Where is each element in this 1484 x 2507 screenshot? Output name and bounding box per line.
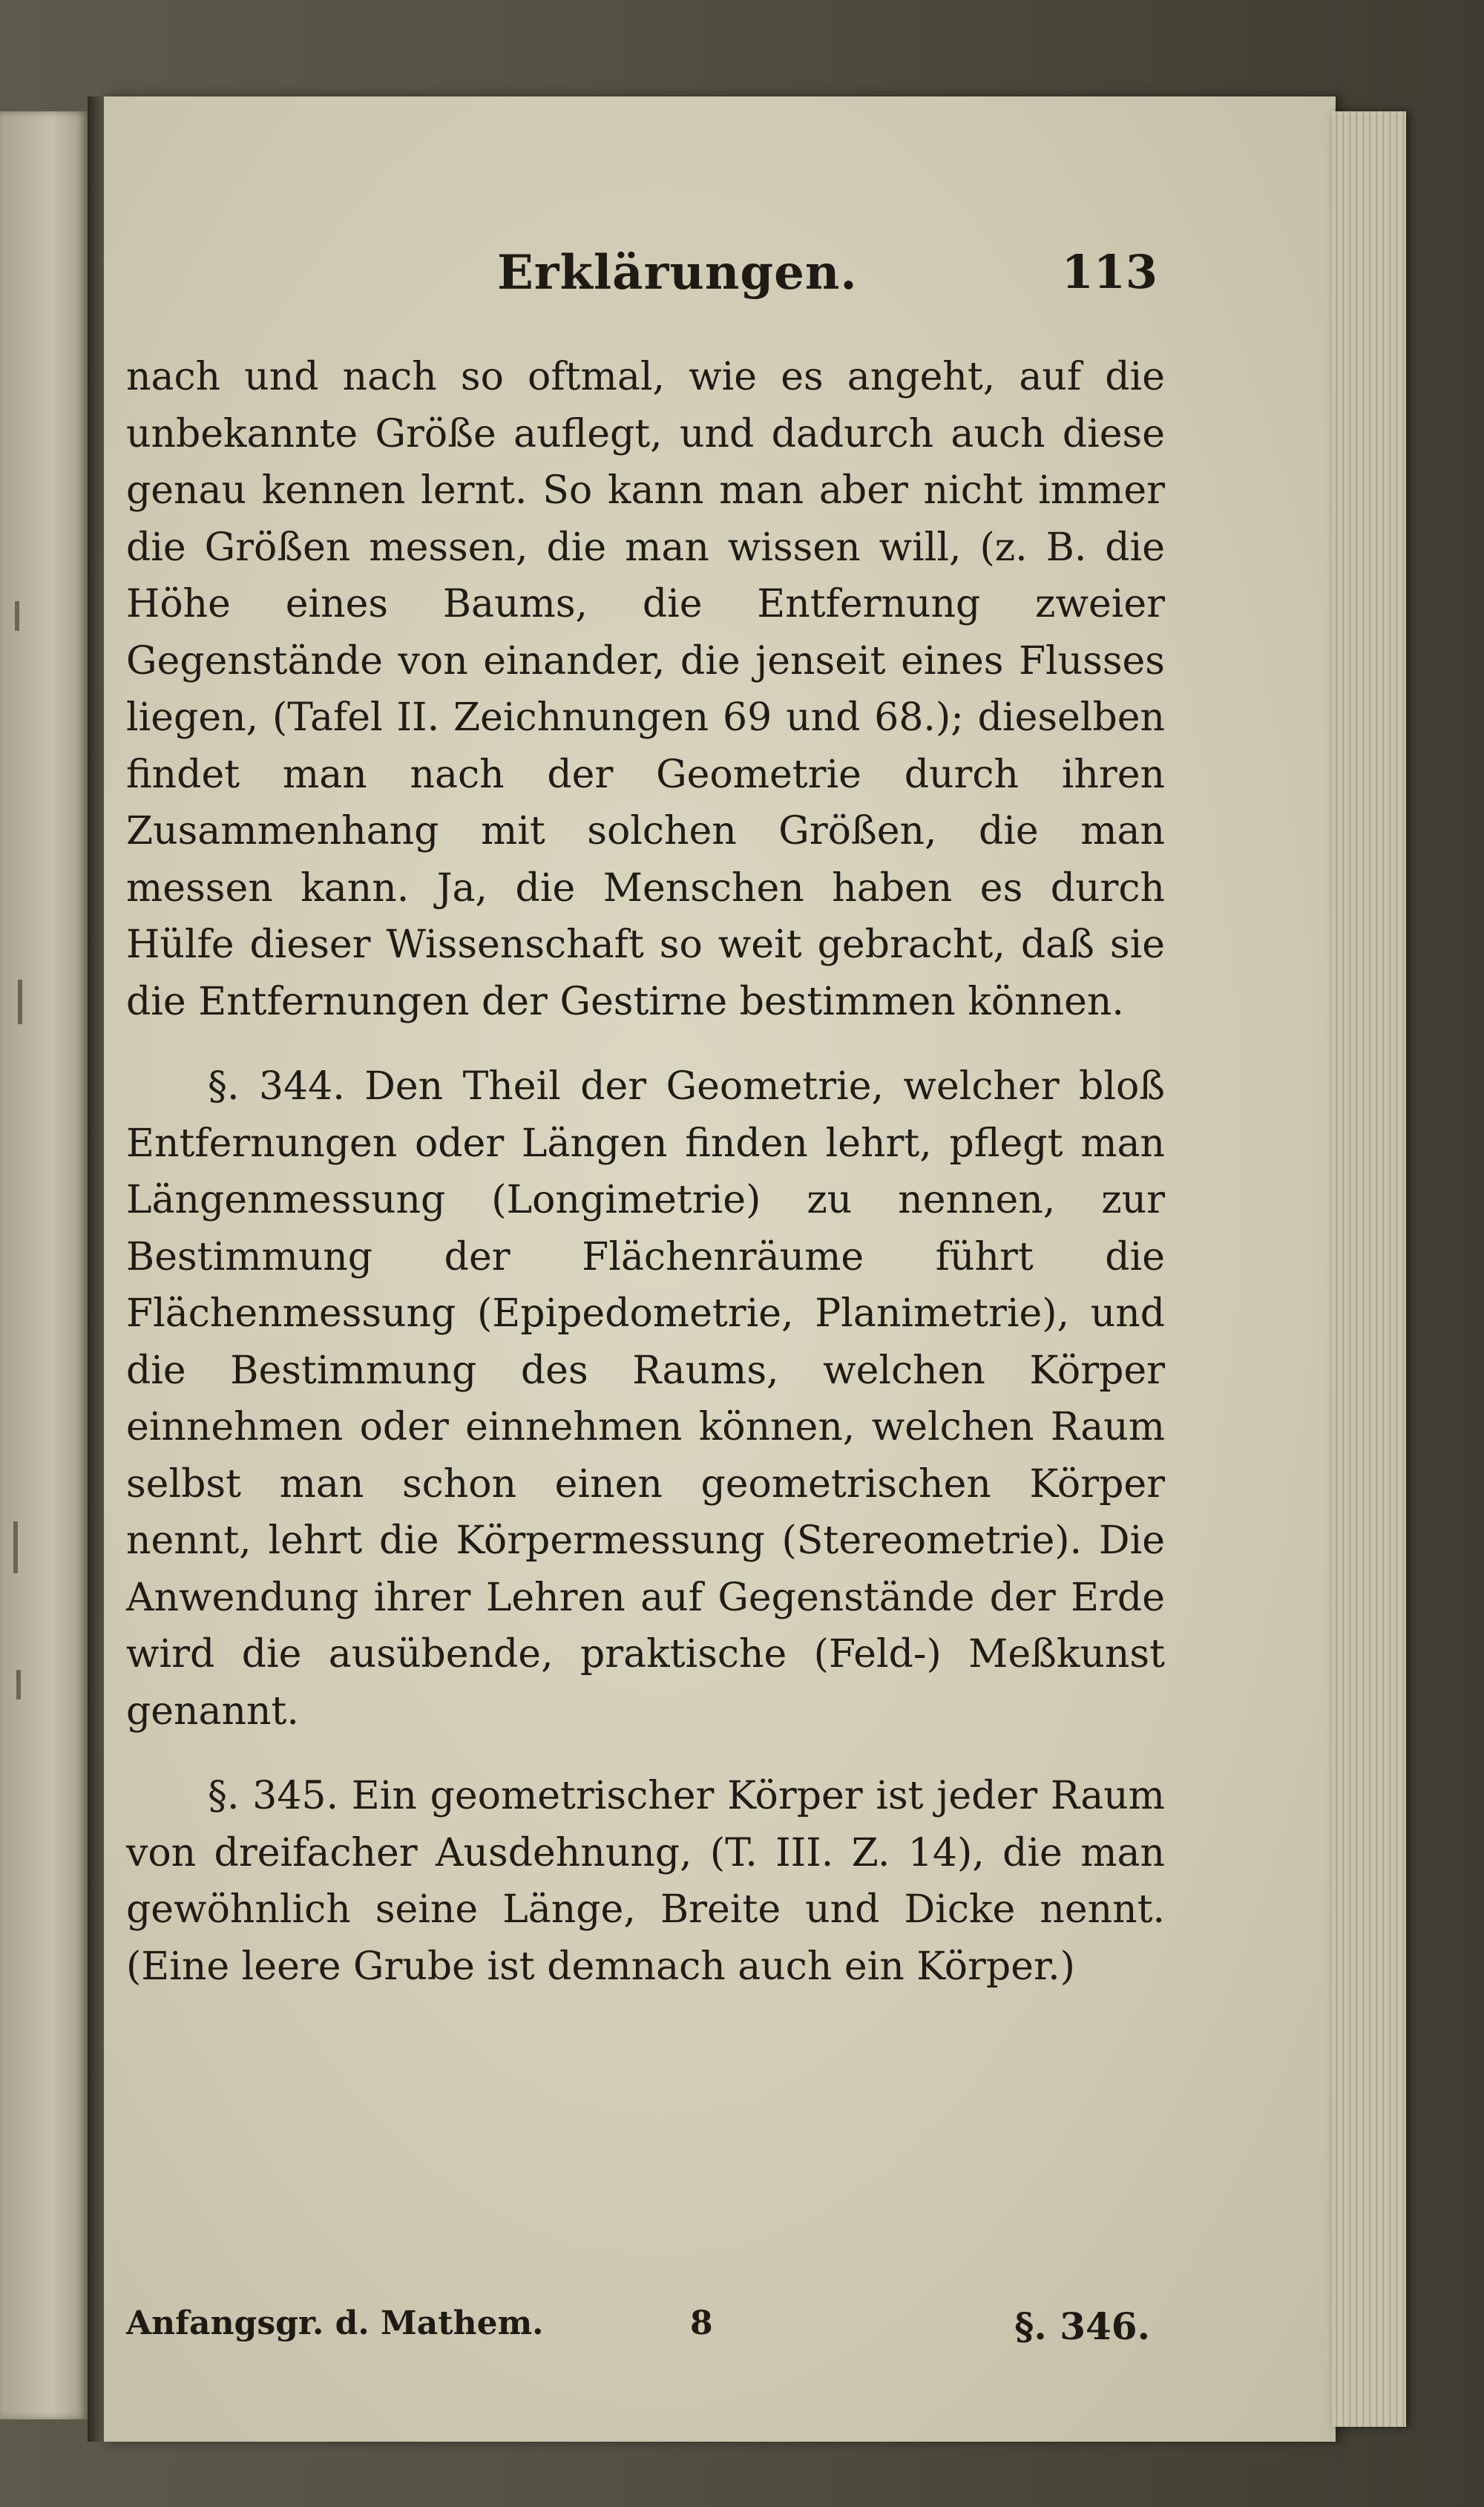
signature-line: Anfangsgr. d. Mathem. [126,2304,544,2342]
page-footer [126,2304,1165,2356]
facing-page-edge [0,111,88,2419]
page-edges [1332,111,1406,2427]
body-text [126,349,1165,1995]
paragraph-344: §. 344. Den Theil der Geometrie, welcher bloß Entfernungen oder Längen finden lehrt, pflegt man Längenmessung (Longimetrie) zu nennen, zur Bestimmung der Flächenräume führt die Flächenmessung (Epipedometrie, Planimetrie), und die Bestimmung des Raums, welchen Körper einnehmen oder einnehmen können, welchen Raum selbst man schon einen geometrischen Körper nennt, lehrt die Körpermessung (Stereometrie). Die Anwendung ihrer Lehren auf Gegenstände der Erde wird die ausübende, praktische (Feld-) Meßkunst genannt. [126,1064,1165,1734]
page-title: Erklärungen. [497,245,858,301]
page-number: 113 [1061,245,1158,299]
running-head [126,245,1165,304]
paragraph-345: §. 345. Ein geometrischer Körper ist jeder Raum von dreifacher Ausdehnung, (T. III. Z. 14), die man gewöhnlich seine Länge, Breite und Dicke nennt. (Eine leere Grube ist demnach auch ein Körper.) [126,1774,1165,1989]
catchword: §. 346. [1014,2304,1150,2348]
paragraph-continuation: nach und nach so oftmal, wie es angeht, auf die unbekannte Größe auflegt, und dadurch auch diese genau kennen lernt. So kann man aber nicht immer die Größen messen, die man wissen will, (z. B. die Höhe eines Baums, die Entfernung zweier Gegenstände von einander, die jenseit eines Flusses liegen, (Tafel II. Zeichnungen 69 und 68.); dieselben findet man nach der Geometrie durch ihren Zusammenhang mit solchen Größen, die man messen kann. Ja, die Menschen haben es durch Hülfe dieser Wissenschaft so weit gebracht, daß sie die Entfernungen der Gestirne bestimmen können. [126,355,1165,1024]
sheet-number: 8 [690,2304,713,2342]
